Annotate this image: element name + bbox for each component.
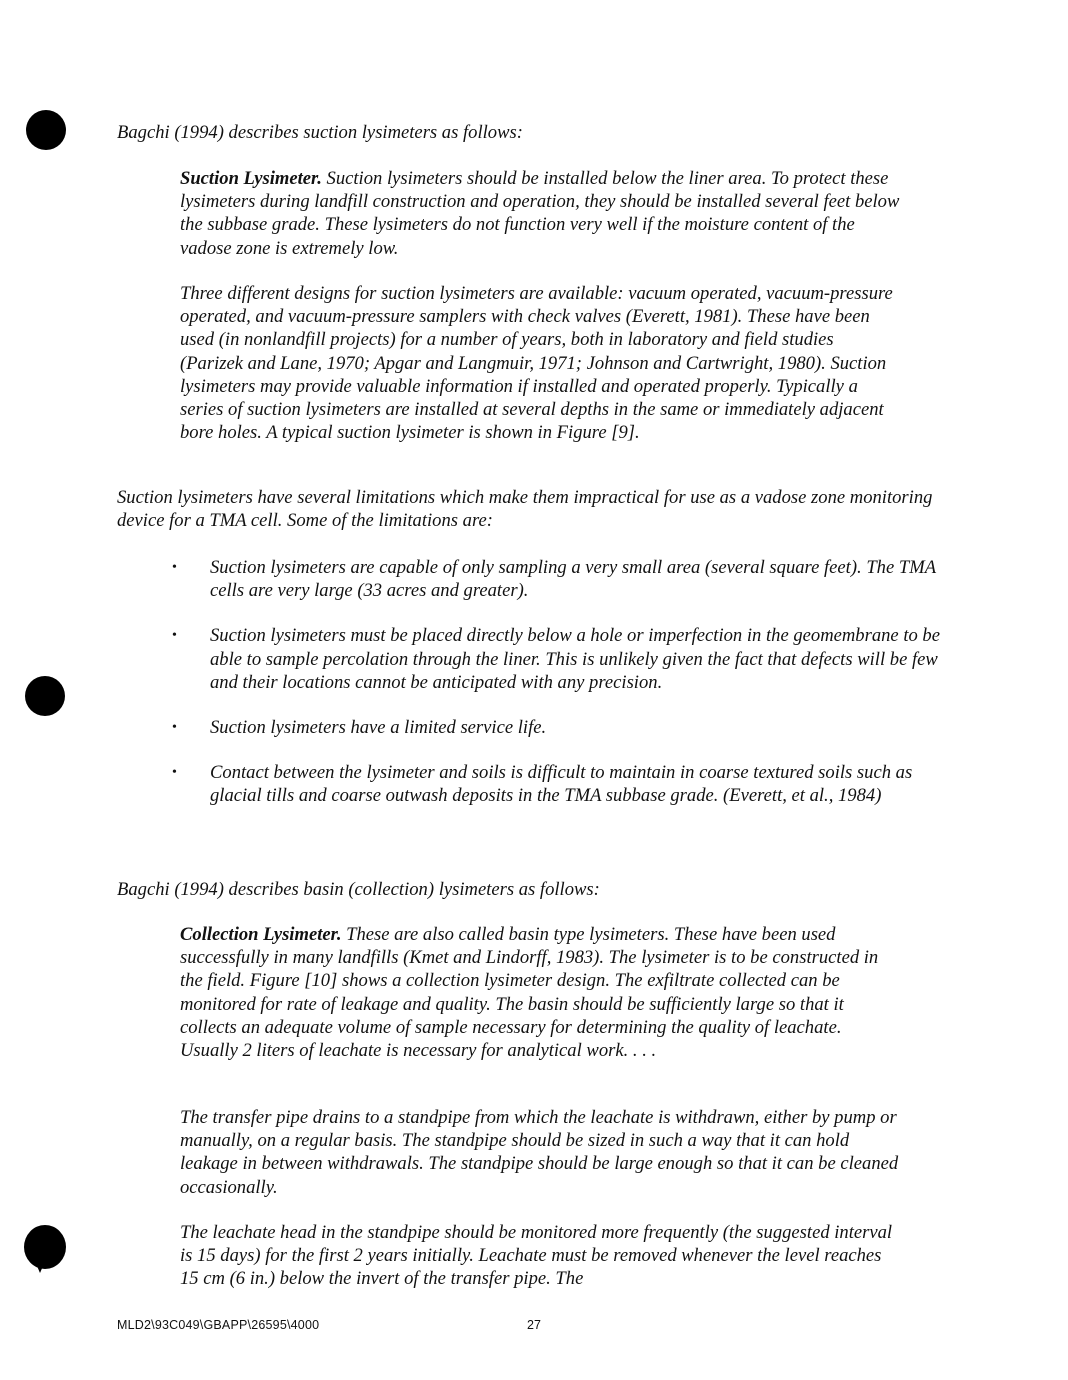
intro-basin-lysimeters: Bagchi (1994) describes basin (collection) lysimeters as follows: <box>117 879 600 900</box>
binder-hole-middle <box>25 676 65 716</box>
list-item: • Contact between the lysimeter and soils is difficult to maintain in coarse textured soils such as glacial tills and coarse outwash deposits in the TMA subbase grade. (Everett, et al., 1984) <box>172 762 913 807</box>
bullet-dot: • <box>172 628 177 644</box>
footer-document-code: MLD2\93C049\GBAPP\26595\4000 <box>117 1318 320 1332</box>
list-item: • Suction lysimeters must be placed directly below a hole or imperfection in the geomembrane to be able to sample percolation through the liner. This is unlikely given the fact that defects will be few and their locations cannot be anticipated with any precision. <box>172 625 940 693</box>
quote-text-suction: Suction lysimeters should be installed below the liner area. To protect these lysimeters during landfill construction and operation, they should be installed several feet below the subbase grade. These lysimeters do not function very well if the moisture content of the vadose zone is extremely low. <box>180 168 900 259</box>
quote-leachate-head-paragraph: The leachate head in the standpipe should be monitored more frequently (the suggested interval is 15 days) for the first 2 years initially. Leachate must be removed whenever the level reaches 15 cm (6 in.) below the invert of the transfer pipe. The <box>180 1222 893 1290</box>
limitations-intro-paragraph: Suction lysimeters have several limitations which make them impractical for use as a vadose zone monitoring device for a TMA cell. Some of the limitations are: <box>117 487 933 532</box>
binder-hole-top <box>26 110 66 150</box>
bullet-dot: • <box>172 560 177 575</box>
quote-transfer-pipe-paragraph: The transfer pipe drains to a standpipe from which the leachate is withdrawn, either by pump or manually, on a regular basis. The standpipe should be sized in such a way that it can hold leakage in between withdrawals. The standpipe should be large enough so that it can be cleaned occasionally. <box>180 1107 899 1198</box>
footer-page-number: 27 <box>527 1318 541 1332</box>
quote-collection-lysimeter <box>180 923 900 1062</box>
list-item: • Suction lysimeters are capable of only sampling a very small area (several square feet). The TMA cells are very large (33 acres and greater). <box>172 557 936 602</box>
quote-suction-designs-paragraph: Three different designs for suction lysimeters are available: vacuum operated, vacuum-pressure operated, and vacuum-pressure samplers with check valves (Everett, 1981). These have been used (in nonlandfill projects) for a number of years, both in laboratory and field studies (Parizek and Lane, 1970; Apgar and Langmuir, 1971; Johnson and Cartwright, 1980). Suction lysimeters may provide valuable information if installed and operated properly. Typically a series of suction lysimeters are installed at several depths in the same or immediately adjacent bore holes. A typical suction lysimeter is shown in Figure [9]. <box>180 283 893 444</box>
quote-text-collection: These are also called basin type lysimeters. These have been used successfully in many landfills (Kmet and Lindorff, 1983). The lysimeter is to be constructed in the field. Figure [10] shows a collection lysimeter design. The exfiltrate collected can be monitored for rate of leakage and quality. The basin should be sufficiently large so that it collects an adequate volume of sample necessary for determining the quality of leachate. Usually 2 liters of leachate is necessary for analytical work. . . . <box>180 924 879 1062</box>
quote-lead-collection: Collection Lysimeter. <box>180 924 342 945</box>
quote-suction-lysimeter <box>180 167 900 260</box>
list-item: • Suction lysimeters have a limited service life. <box>172 717 547 739</box>
binder-hole-bottom <box>24 1225 66 1269</box>
quote-lead-suction: Suction Lysimeter. <box>180 168 322 189</box>
bullet-dot: • <box>172 720 177 736</box>
limitations-list <box>168 556 948 830</box>
intro-suction-lysimeters: Bagchi (1994) describes suction lysimeters as follows: <box>117 122 523 143</box>
bullet-dot: • <box>172 765 177 781</box>
